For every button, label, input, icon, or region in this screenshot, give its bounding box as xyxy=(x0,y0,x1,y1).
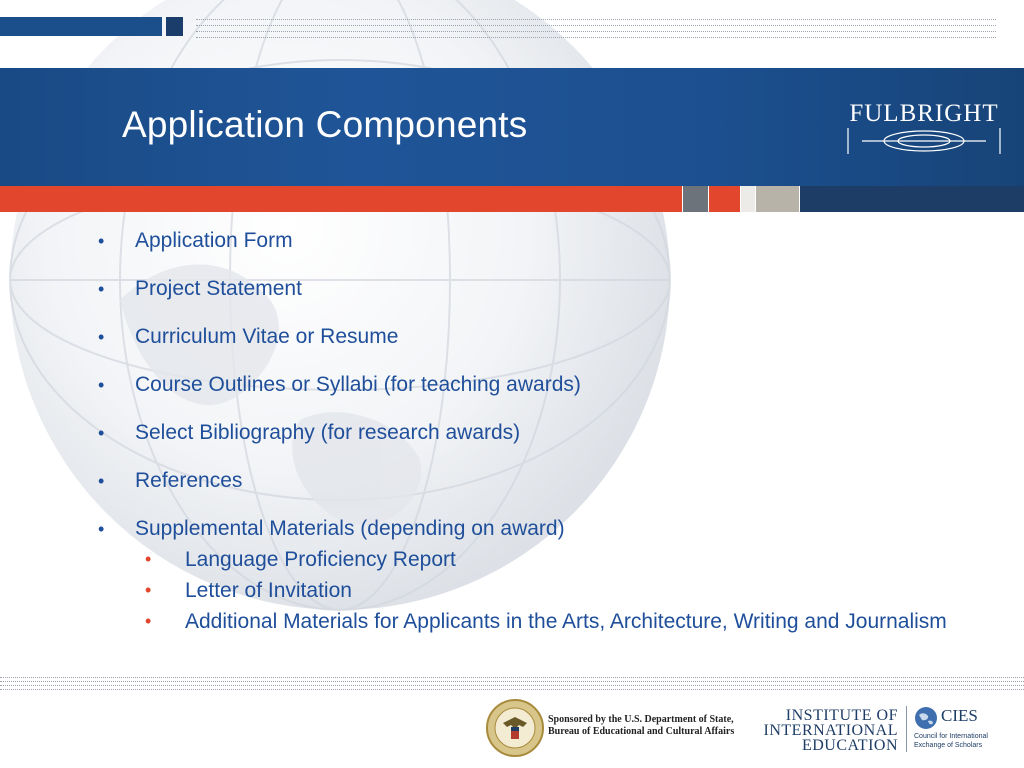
stripe-light xyxy=(741,186,755,212)
state-department-seal-icon xyxy=(486,699,544,757)
cies-logo-text: CIES xyxy=(941,706,978,725)
iie-logo: INSTITUTE OF INTERNATIONAL EDUCATION xyxy=(763,707,898,754)
list-item: • Select Bibliography (for research awards) xyxy=(98,418,978,448)
stripe-gray xyxy=(683,186,708,212)
bullet-icon: • xyxy=(98,375,105,395)
bullet-list xyxy=(98,226,978,637)
bullet-icon: • xyxy=(98,327,105,347)
top-dotted-lines xyxy=(196,14,996,36)
stripe-red xyxy=(0,186,682,212)
footer-divider xyxy=(906,706,907,752)
sub-list-item: • Language Proficiency Report xyxy=(135,544,978,575)
bullet-icon: • xyxy=(98,423,105,443)
list-item: • References xyxy=(98,466,978,496)
footer xyxy=(0,694,1024,768)
stripe-navy xyxy=(800,186,1024,212)
cies-subtitle: Council for International Exchange of Scholars xyxy=(914,733,988,749)
list-item: • Curriculum Vitae or Resume xyxy=(98,322,978,352)
cies-globe-icon xyxy=(914,706,938,730)
list-item: • Application Form xyxy=(98,226,978,256)
stripe-red-small xyxy=(709,186,740,212)
sub-list-item: • Letter of Invitation xyxy=(135,575,978,606)
sub-bullet-icon: • xyxy=(145,580,152,600)
sub-list-item: • Additional Materials for Applicants in the Arts, Architecture, Writing and Journalism xyxy=(135,606,978,637)
stripe-taupe xyxy=(756,186,799,212)
fulbright-logo xyxy=(842,100,1006,156)
bullet-icon: • xyxy=(98,519,105,539)
bullet-icon: • xyxy=(98,279,105,299)
fulbright-logo-text: FULBRIGHT xyxy=(849,100,999,127)
sponsor-text: Sponsored by the U.S. Department of State, Bureau of Educational and Cultural Affairs xyxy=(548,714,735,737)
sub-bullet-icon: • xyxy=(145,549,152,569)
sub-bullet-icon: • xyxy=(145,611,152,631)
globe-rings-icon xyxy=(842,128,1006,154)
slide-title: Application Components xyxy=(122,104,528,145)
bullet-icon: • xyxy=(98,471,105,491)
sub-bullet-list xyxy=(98,544,978,637)
top-accent-bar-small xyxy=(166,17,183,36)
bottom-dotted-lines xyxy=(0,674,1024,694)
list-item: • Supplemental Materials (depending on award) xyxy=(98,514,978,544)
list-item: • Project Statement xyxy=(98,274,978,304)
bullet-icon: • xyxy=(98,231,105,251)
top-accent-bar xyxy=(0,17,162,36)
list-item: • Course Outlines or Syllabi (for teaching awards) xyxy=(98,370,978,400)
